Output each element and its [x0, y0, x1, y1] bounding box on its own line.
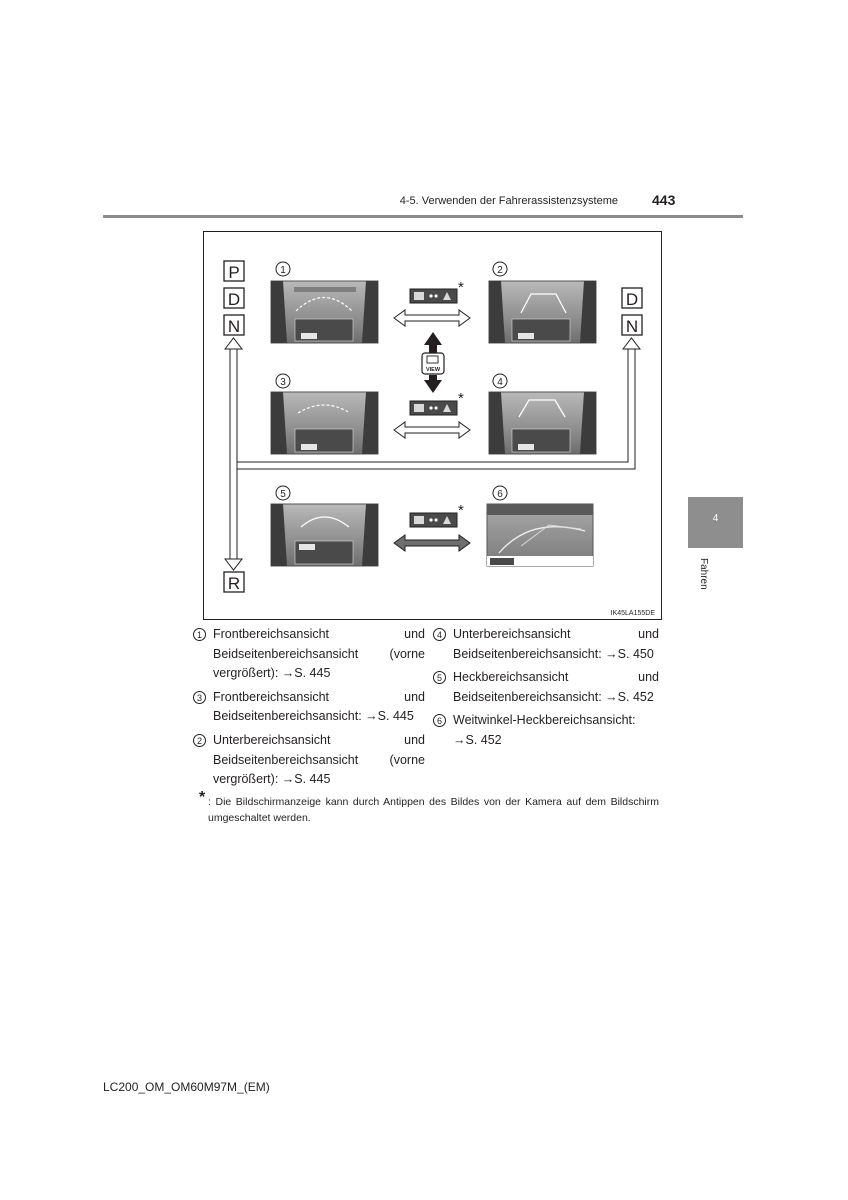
svg-text:6: 6	[497, 489, 503, 500]
legend-text: Unterbereichsansicht und Beidseitenbereichsansicht: →S. 450	[453, 627, 659, 661]
view-number-3	[276, 374, 290, 388]
legend-text: Frontbereichsansicht und Beidseitenbereichsansicht (vorne vergrößert): →S. 445	[213, 627, 425, 681]
image-code: IK45LA155DE	[610, 610, 655, 617]
legend-text: Heckbereichsansicht und Beidseitenbereichsansicht: →S. 452	[453, 670, 659, 704]
svg-text:4: 4	[497, 377, 503, 388]
legend-text: Weitwinkel-Heckbereichsansicht: →S. 452	[453, 713, 636, 747]
view-number-5	[276, 486, 290, 500]
legend-right-column	[433, 625, 659, 755]
legend-item	[433, 625, 659, 664]
view-number-6	[493, 486, 507, 500]
svg-text:N: N	[625, 317, 639, 336]
legend-item	[193, 688, 425, 727]
camera-view-4	[489, 392, 596, 454]
section-title: 4-5. Verwenden der Fahrerassistenzsysteme	[399, 195, 618, 207]
svg-text:P: P	[228, 263, 240, 282]
footer-document-code: LC200_OM_OM60M97M_(EM)	[103, 1080, 270, 1094]
camera-view-3	[271, 392, 378, 454]
camera-view-6	[487, 504, 593, 566]
legend-number: 3	[193, 691, 206, 704]
legend-number: 2	[193, 734, 206, 747]
svg-text:2: 2	[497, 265, 503, 276]
legend-number: 6	[433, 714, 446, 727]
camera-view-diagram	[203, 231, 662, 620]
footnote-text: : Die Bildschirmanzeige kann durch Antippen des Bildes von der Kamera auf dem Bildschirm umgeschaltet werden.	[208, 796, 659, 824]
view-selector-icon-row2	[410, 401, 457, 415]
asterisk-row1: *	[458, 279, 464, 296]
view-button-icon	[422, 353, 444, 374]
legend-left-column	[193, 625, 425, 794]
header-rule	[103, 215, 743, 218]
double-arrow-row3	[394, 535, 470, 551]
view-number-2	[493, 262, 507, 276]
legend-number: 5	[433, 671, 446, 684]
legend-number: 1	[193, 628, 206, 641]
double-arrow-row2	[394, 422, 470, 438]
legend-item	[433, 711, 659, 750]
chapter-label: Fahren	[698, 558, 709, 590]
legend-text: Frontbereichsansicht und Beidseitenbereichsansicht: →S. 445	[213, 689, 425, 724]
svg-text:3: 3	[280, 377, 286, 388]
asterisk-row3: *	[458, 502, 464, 519]
view-number-1	[276, 262, 290, 276]
camera-view-2	[489, 281, 596, 343]
legend-item	[433, 668, 659, 707]
svg-text:5: 5	[280, 489, 286, 500]
shift-position-d-left	[224, 288, 244, 309]
asterisk-row2: *	[458, 390, 464, 407]
shift-position-n-left	[224, 315, 244, 336]
legend-item	[193, 625, 425, 684]
shift-position-r	[224, 572, 244, 593]
double-arrow-row1	[394, 310, 470, 326]
legend-item	[193, 731, 425, 790]
chapter-number: 4	[712, 513, 719, 524]
svg-text:VIEW: VIEW	[425, 367, 441, 373]
legend-number: 4	[433, 628, 446, 641]
view-selector-icon-row1	[410, 289, 457, 303]
shift-position-d-right	[622, 288, 642, 309]
footnote-asterisk: *	[199, 789, 206, 806]
svg-text:R: R	[227, 574, 241, 593]
camera-view-5	[271, 504, 378, 566]
view-selector-icon-row3	[410, 513, 457, 527]
svg-text:D: D	[625, 290, 639, 309]
page-number: 443	[652, 192, 676, 208]
camera-view-1	[271, 281, 378, 343]
shift-position-n-right	[622, 315, 642, 336]
legend-text: Unterbereichsansicht und Beidseitenbereichsansicht (vorne vergrößert): →S. 445	[213, 732, 425, 787]
svg-text:D: D	[227, 290, 241, 309]
shift-position-p	[224, 261, 244, 282]
svg-text:1: 1	[280, 265, 286, 276]
svg-text:N: N	[227, 317, 241, 336]
view-number-4	[493, 374, 507, 388]
